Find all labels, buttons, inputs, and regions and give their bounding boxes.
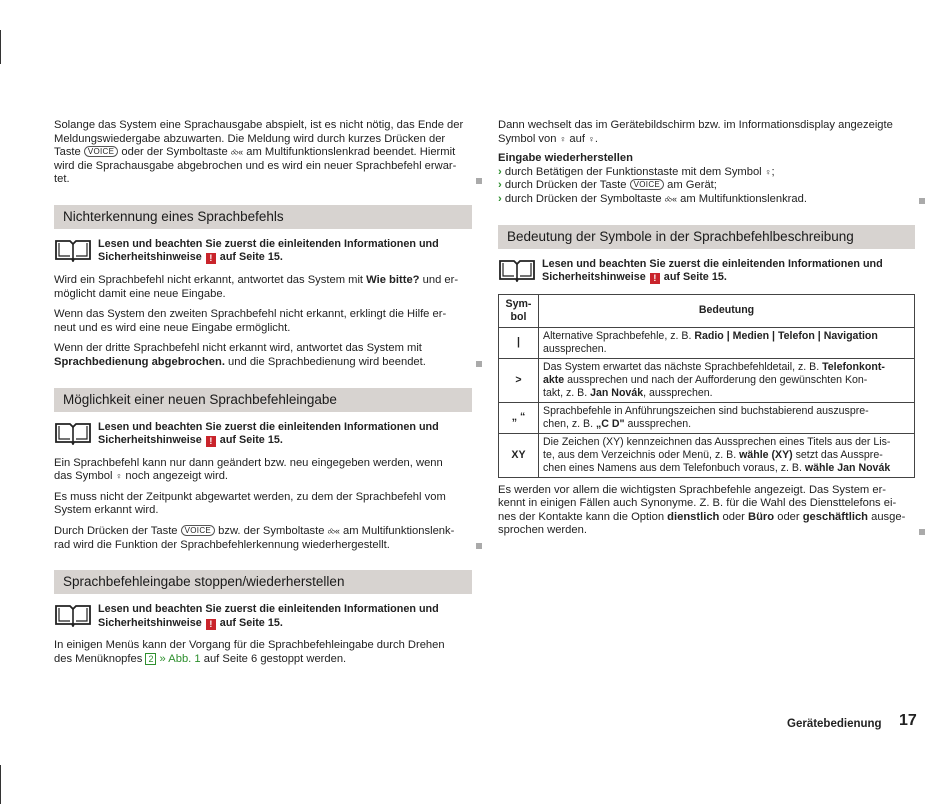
text-line: Meldungswiedergabe abzuwarten. Die Meldung wird durch kurzes Drücken der [54,132,446,145]
text-line: System erkannt wird. [54,504,159,517]
safety-note-text: Sicherheitshinweise ! auf Seite 15. [542,271,727,284]
paragraph [54,308,472,335]
safety-note [54,603,472,630]
end-marker-icon [919,529,925,535]
text-line: Dann wechselt das im Gerätebildschirm bzw. im Informationsdisplay angezeigte [498,119,893,131]
table-header-row [499,294,915,327]
text-line: Wird ein Sprachbefehl nicht erkannt, antwortet das System mit Wie bitte? und er- [54,273,459,286]
paragraph [498,119,915,146]
paragraph [54,342,472,369]
text-line: wird die Sprachausgabe abgebrochen und es wird ein neuer Sprachbefehl erwar- [54,159,457,172]
section-title-symbole: Bedeutung der Symbole in der Sprachbefehlbeschreibung [498,225,915,249]
text-line: Solange das System eine Sprachausgabe abspielt, ist es nicht nötig, das Ende der [54,119,464,131]
text-line: Wenn das System den zweiten Sprachbefehl nicht erkannt, erklingt die Hilfe er- [54,308,447,321]
list-item: › durch Betätigen der Funktionstaste mit dem Symbol ♀; [498,165,775,178]
text-line: Taste VOICE oder der Symboltaste ⧝« am Multifunktionslenkrad beendet. Hiermit [54,146,456,159]
list-item: › durch Drücken der Taste VOICE am Gerät; [498,179,717,192]
text-line: Sprachbedienung abgebrochen. und die Sprachbedienung wird beendet. [54,355,426,368]
paragraph [54,639,472,666]
warning-icon: ! [206,253,216,264]
table-row [499,358,915,402]
microphone-icon: ♀ [764,166,772,177]
speech-symbol-icon: ⧝« [230,147,244,158]
text-line: Wenn der dritte Sprachbefehl nicht erkannt wird, antwortet das System mit [54,342,422,355]
restore-heading: Eingabe wiederherstellen [498,152,633,165]
book-icon [54,238,92,262]
text-line: Es werden vor allem die wichtigsten Sprachbefehle angezeigt. Das System er- [498,483,887,496]
green-arrow-icon: › [498,165,502,178]
end-marker-icon [919,198,925,204]
paragraph [54,491,472,518]
text-line: sprochen werden. [498,524,587,537]
green-arrow-icon: › [498,179,502,192]
section-title-neue-eingabe: Möglichkeit einer neuen Sprachbefehleingabe [54,388,472,412]
table-cell-symbol: > [499,358,539,402]
section-title-stoppen: Sprachbefehleingabe stoppen/wiederherstellen [54,570,472,594]
page-number: 17 [899,712,917,729]
safety-note [54,238,472,265]
list-item: › durch Drücken der Symboltaste ⧝« am Multifunktionslenkrad. [498,192,807,205]
text-line: Durch Drücken der Taste VOICE bzw. der Symboltaste ⧝« am Multifunktionslenk- [54,524,455,537]
table-cell-meaning: Die Zeichen (XY) kennzeichnen das Aussprechen eines Titels aus der Lis- te, aus dem Verzeichnis oder Menü, z. B. wähle (XY) setzt das Ausspre- chen eines Namens aus dem Telefonbuch voraus, z. B. wähle Jan Novák [539,433,915,477]
book-icon [54,421,92,445]
table-row [499,433,915,477]
figure-link[interactable]: » Abb. 1 [156,652,201,665]
end-marker-icon [476,543,482,549]
text-line: nes der Kontakte kann die Option dienstlich oder Büro oder geschäftlich ausge- [498,510,906,523]
safety-note [54,421,472,448]
text-line: Symbol von ♀ auf ♀. [498,132,598,145]
text-line: neut und es wird eine neue Eingabe ermöglicht. [54,321,291,334]
left-column [54,119,472,673]
microphone-icon: ♀ [559,133,567,144]
text-line: möglicht damit eine neue Eingabe. [54,287,226,300]
text-line: In einigen Menüs kann der Vorgang für die Sprachbefehleingabe durch Drehen [54,639,445,652]
safety-note-text: Lesen und beachten Sie zuerst die einleitenden Informationen und [98,237,439,250]
restore-list [498,152,915,206]
table-row [499,327,915,358]
footer-section-label: Gerätebedienung [787,718,882,730]
table-cell-meaning: Alternative Sprachbefehle, z. B. Radio | Medien | Telefon | Navigation aussprechen. [539,327,915,358]
book-icon [498,258,536,282]
text-line: Es muss nicht der Zeitpunkt abgewartet werden, zu dem der Sprachbefehl vom [54,490,446,503]
crop-mark-bottom [0,765,1,804]
safety-note-text: Lesen und beachten Sie zuerst die einleitenden Informationen und [542,257,883,270]
section-title-nichterkennung: Nichterkennung eines Sprachbefehls [54,205,472,229]
table-row [499,402,915,433]
voice-key-icon: VOICE [630,179,664,190]
paragraph [54,525,472,552]
table-header-meaning: Bedeutung [539,294,915,327]
text-line: des Menüknopfes 2 » Abb. 1 auf Seite 6 gestoppt werden. [54,652,347,665]
table-cell-symbol: XY [499,433,539,477]
paragraph [54,274,472,301]
intro-paragraph [54,119,472,187]
paragraph [498,484,915,538]
right-column [498,119,915,545]
paragraph [54,457,472,484]
warning-icon: ! [206,619,216,630]
green-arrow-icon: › [498,192,502,205]
table-cell-meaning: Das System erwartet das nächste Sprachbefehldetail, z. B. Telefonkont- akte aussprechen und nach der Aufforderung den gewünschten Kon- takt, z. B. Jan Novák, aussprechen. [539,358,915,402]
safety-note-text: Sicherheitshinweise ! auf Seite 15. [98,434,283,447]
safety-note-text: Lesen und beachten Sie zuerst die einleitenden Informationen und [98,420,439,433]
text-line: das Symbol ♀ noch angezeigt wird. [54,470,229,483]
safety-note [498,258,915,285]
speech-symbol-icon: ⧝« [327,525,340,536]
voice-key-icon: VOICE [181,525,215,536]
microphone-icon: ♀ [588,133,595,144]
book-icon [54,603,92,627]
symbol-table [498,294,915,478]
table-header-symbol: Sym- bol [499,294,539,327]
text-line: tet. [54,173,70,186]
safety-note-text: Lesen und beachten Sie zuerst die einleitenden Informationen und [98,603,439,616]
microphone-icon: ♀ [115,471,123,482]
end-marker-icon [476,178,482,184]
crop-mark-top [0,30,1,64]
table-cell-meaning: Sprachbefehle in Anführungszeichen sind buchstabierend auszuspre- chen, z. B. „C D" aussprechen. [539,402,915,433]
text-line: Ein Sprachbefehl kann nur dann geändert bzw. neu eingegeben werden, wenn [54,456,443,469]
warning-icon: ! [650,273,660,284]
speech-symbol-icon: ⧝« [664,193,677,204]
safety-note-text: Sicherheitshinweise ! auf Seite 15. [98,251,283,264]
menu-knob-number: 2 [145,653,156,665]
voice-key-icon: VOICE [84,146,118,157]
warning-icon: ! [206,436,216,447]
text-line: rad wird die Funktion der Sprachbefehlerkennung wiederhergestellt. [54,538,390,551]
table-cell-symbol: | [499,327,539,358]
table-cell-symbol: „ “ [499,402,539,433]
safety-note-text: Sicherheitshinweise ! auf Seite 15. [98,616,283,629]
end-marker-icon [476,361,482,367]
text-line: kennt in einigen Fällen auch Synonyme. Z. B. für die Wahl des Diensttelefons ei- [498,497,897,510]
